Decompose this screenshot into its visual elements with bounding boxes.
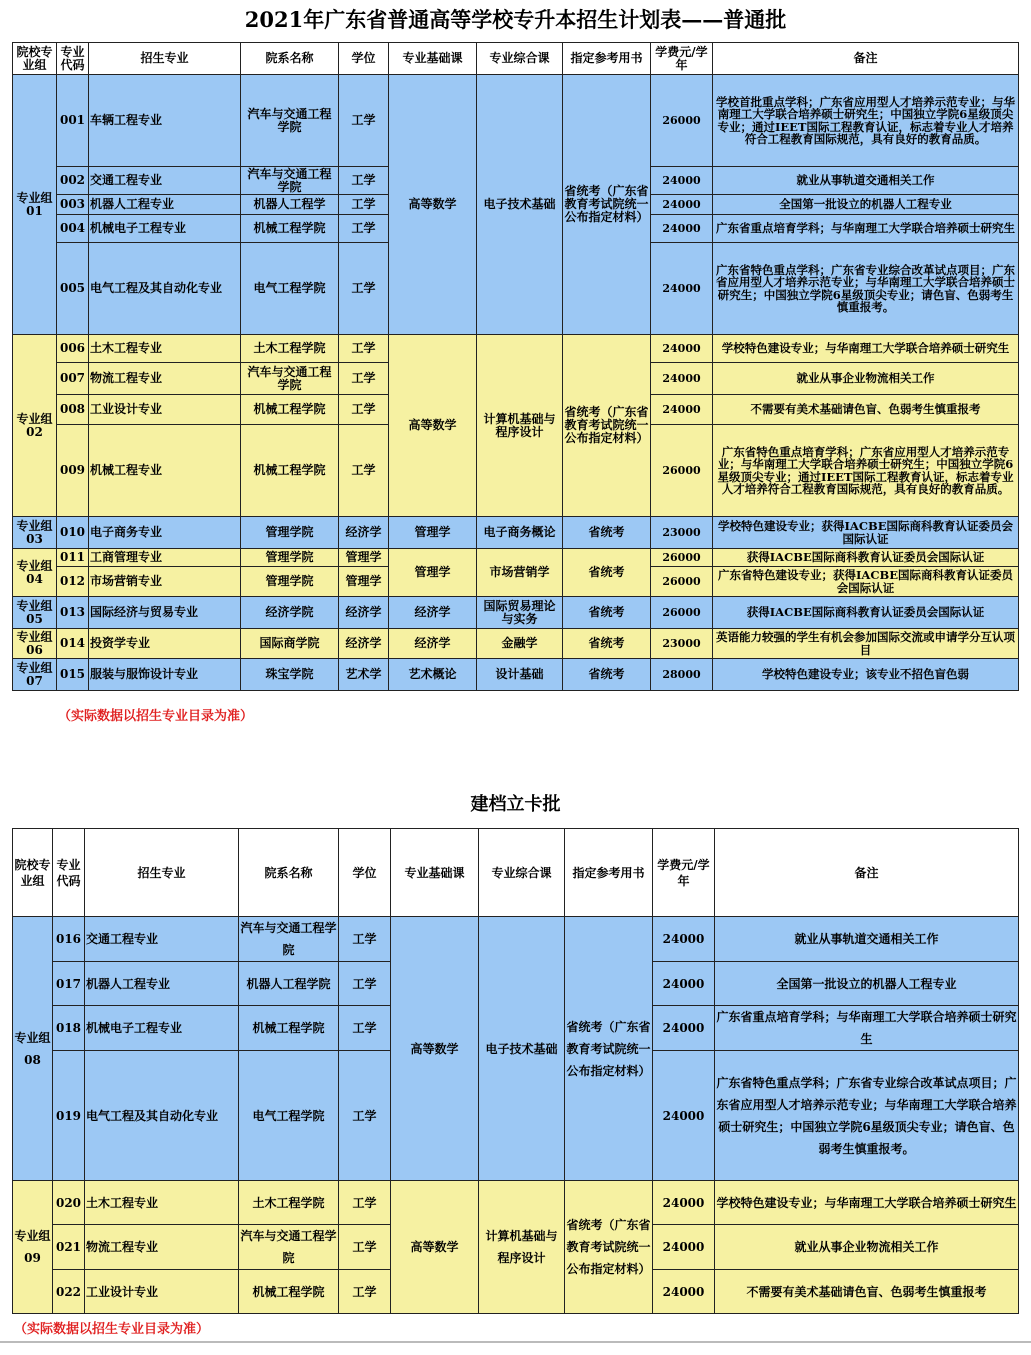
degree-cell: 工学 [339,75,389,167]
note-cell: 广东省重点培育学科；与华南理工大学联合培养硕士研究生 [715,1006,1019,1051]
compre-course-cell: 电子商务概论 [477,517,563,549]
code-cell: 015 [57,659,89,691]
college-cell: 经济学院 [241,597,339,629]
degree-cell: 工学 [339,195,389,215]
header-degree: 学位 [339,829,391,917]
code-cell: 010 [57,517,89,549]
page-title: 2021年广东省普通高等学校专升本招生计划表——普通批 [244,7,787,32]
degree-cell: 工学 [339,1051,391,1181]
major-cell: 电子商务专业 [89,517,241,549]
plan-table-poverty [12,828,1019,1314]
basic-course-cell: 高等数学 [391,1181,479,1314]
code-cell: 021 [53,1225,85,1270]
major-cell: 机器人工程专业 [85,962,239,1006]
table-row [13,1181,1019,1225]
fee-cell: 24000 [651,395,713,425]
basic-course-cell: 高等数学 [391,917,479,1181]
college-cell: 管理学院 [241,517,339,549]
header-college: 院系名称 [239,829,339,917]
college-cell: 机械工程学院 [239,1270,339,1314]
reference-book-cell: 省统考（广东省教育考试院统一公布指定材料） [563,75,651,335]
fee-cell: 24000 [651,167,713,195]
code-cell: 005 [57,243,89,335]
college-cell: 珠宝学院 [241,659,339,691]
major-cell: 车辆工程专业 [89,75,241,167]
fee-cell: 23000 [651,517,713,549]
basic-course-cell: 高等数学 [389,75,477,335]
table-row [13,335,1019,363]
major-cell: 电气工程及其自动化专业 [89,243,241,335]
compre-course-cell: 设计基础 [477,659,563,691]
degree-cell: 管理学 [339,549,389,567]
degree-cell: 经济学 [339,517,389,549]
header-book: 指定参考用书 [563,43,651,75]
header-fee: 学费元/学年 [651,43,713,75]
fee-cell: 26000 [651,549,713,567]
code-cell: 020 [53,1181,85,1225]
divider [0,1341,1031,1343]
compre-course-cell: 国际贸易理论与实务 [477,597,563,629]
reference-book-cell: 省统考 [563,659,651,691]
major-cell: 机械工程专业 [89,425,241,517]
major-cell: 土木工程专业 [85,1181,239,1225]
note-cell: 获得IACBE国际商科教育认证委员会国际认证 [713,549,1019,567]
degree-cell: 经济学 [339,597,389,629]
fee-cell: 23000 [651,629,713,659]
note-cell: 获得IACBE国际商科教育认证委员会国际认证 [713,597,1019,629]
footnote: （实际数据以招生专业目录为准） [58,709,254,724]
major-cell: 机械电子工程专业 [85,1006,239,1051]
section-title: 建档立卡批 [470,794,561,815]
table-row [13,917,1019,962]
major-cell: 土木工程专业 [89,335,241,363]
fee-cell: 24000 [653,1051,715,1181]
fee-cell: 24000 [651,335,713,363]
college-cell: 管理学院 [241,549,339,567]
fee-cell: 26000 [651,567,713,597]
fee-cell: 26000 [651,75,713,167]
note-cell: 不需要有美术基础请色盲、色弱考生慎重报考 [715,1270,1019,1314]
code-cell: 002 [57,167,89,195]
table-row [13,549,1019,567]
header-degree: 学位 [339,43,389,75]
college-cell: 汽车与交通工程学院 [241,167,339,195]
compre-course-cell: 市场营销学 [477,549,563,597]
code-cell: 003 [57,195,89,215]
reference-book-cell: 省统考 [563,549,651,597]
note-cell: 就业从事轨道交通相关工作 [713,167,1019,195]
plan-table-regular [12,42,1019,691]
college-cell: 机械工程学院 [239,1006,339,1051]
basic-course-cell: 艺术概论 [389,659,477,691]
college-cell: 汽车与交通工程学院 [239,1225,339,1270]
degree-cell: 经济学 [339,629,389,659]
degree-cell: 工学 [339,1181,391,1225]
major-cell: 服装与服饰设计专业 [89,659,241,691]
note-cell: 英语能力较强的学生有机会参加国际交流或申请学分互认项目 [713,629,1019,659]
major-cell: 工业设计专业 [89,395,241,425]
reference-book-cell: 省统考 [563,597,651,629]
group-cell: 专业组09 [13,1181,53,1314]
fee-cell: 24000 [653,917,715,962]
compre-course-cell: 金融学 [477,629,563,659]
note-cell: 广东省特色重点学科；广东省专业综合改革试点项目；广东省应用型人才培养示范专业；与华南理工大学联合培养硕士研究生；中国独立学院6星级顶尖专业；请色盲、色弱考生慎重报考。 [713,243,1019,335]
fee-cell: 24000 [651,363,713,395]
header-code: 专业代码 [57,43,89,75]
compre-course-cell: 电子技术基础 [479,917,565,1181]
reference-book-cell: 省统考（广东省教育考试院统一公布指定材料） [565,1181,653,1314]
major-cell: 电气工程及其自动化专业 [85,1051,239,1181]
note-cell: 就业从事企业物流相关工作 [715,1225,1019,1270]
degree-cell: 工学 [339,917,391,962]
degree-cell: 工学 [339,363,389,395]
fee-cell: 24000 [653,962,715,1006]
major-cell: 物流工程专业 [89,363,241,395]
code-cell: 004 [57,215,89,243]
code-cell: 017 [53,962,85,1006]
college-cell: 电气工程学院 [241,243,339,335]
college-cell: 机器人工程学 [241,195,339,215]
reference-book-cell: 省统考（广东省教育考试院统一公布指定材料） [565,917,653,1181]
code-cell: 014 [57,629,89,659]
fee-cell: 26000 [651,425,713,517]
college-cell: 机械工程学院 [241,425,339,517]
major-cell: 交通工程专业 [85,917,239,962]
major-cell: 机械电子工程专业 [89,215,241,243]
note-cell: 学校特色建设专业；与华南理工大学联合培养硕士研究生 [713,335,1019,363]
degree-cell: 工学 [339,335,389,363]
major-cell: 国际经济与贸易专业 [89,597,241,629]
fee-cell: 24000 [653,1181,715,1225]
group-cell: 专业组05 [13,597,57,629]
table-row [13,75,1019,167]
college-cell: 机械工程学院 [241,395,339,425]
header-fee: 学费元/学年 [653,829,715,917]
code-cell: 006 [57,335,89,363]
note-cell: 学校特色建设专业；该专业不招色盲色弱 [713,659,1019,691]
note-cell: 就业从事轨道交通相关工作 [715,917,1019,962]
code-cell: 007 [57,363,89,395]
note-cell: 学校首批重点学科；广东省应用型人才培养示范专业；与华南理工大学联合培养硕士研究生；中国独立学院6星级顶尖专业；通过IEET国际工程教育认证，标志着专业人才培养符合工程教育国际规范，具有良好的教育品质。 [713,75,1019,167]
fee-cell: 28000 [651,659,713,691]
basic-course-cell: 经济学 [389,629,477,659]
code-cell: 012 [57,567,89,597]
header-basic: 专业基础课 [391,829,479,917]
note-cell: 学校特色建设专业；获得IACBE国际商科教育认证委员会国际认证 [713,517,1019,549]
header-note: 备注 [713,43,1019,75]
group-cell: 专业组07 [13,659,57,691]
header-basic: 专业基础课 [389,43,477,75]
header-group: 院校专业组 [13,829,53,917]
degree-cell: 工学 [339,243,389,335]
degree-cell: 工学 [339,1270,391,1314]
basic-course-cell: 管理学 [389,517,477,549]
basic-course-cell: 高等数学 [389,335,477,517]
group-cell: 专业组03 [13,517,57,549]
table-row [13,597,1019,629]
fee-cell: 24000 [651,243,713,335]
degree-cell: 管理学 [339,567,389,597]
code-cell: 022 [53,1270,85,1314]
note-cell: 广东省重点培育学科；与华南理工大学联合培养硕士研究生 [713,215,1019,243]
college-cell: 国际商学院 [241,629,339,659]
college-cell: 汽车与交通工程学院 [241,363,339,395]
table-row [13,517,1019,549]
fee-cell: 26000 [651,597,713,629]
major-cell: 投资学专业 [89,629,241,659]
group-cell: 专业组08 [13,917,53,1181]
degree-cell: 工学 [339,1006,391,1051]
note-cell: 全国第一批设立的机器人工程专业 [715,962,1019,1006]
fee-cell: 24000 [653,1225,715,1270]
code-cell: 013 [57,597,89,629]
major-cell: 物流工程专业 [85,1225,239,1270]
major-cell: 市场营销专业 [89,567,241,597]
fee-cell: 24000 [653,1270,715,1314]
college-cell: 机器人工程学院 [239,962,339,1006]
compre-course-cell: 计算机基础与程序设计 [477,335,563,517]
note-cell: 广东省特色建设专业；获得IACBE国际商科教育认证委员会国际认证 [713,567,1019,597]
compre-course-cell: 计算机基础与程序设计 [479,1181,565,1314]
fee-cell: 24000 [651,215,713,243]
compre-course-cell: 电子技术基础 [477,75,563,335]
note-cell: 学校特色建设专业；与华南理工大学联合培养硕士研究生 [715,1181,1019,1225]
group-cell: 专业组01 [13,75,57,335]
note-cell: 不需要有美术基础请色盲、色弱考生慎重报考 [713,395,1019,425]
degree-cell: 工学 [339,215,389,243]
degree-cell: 工学 [339,395,389,425]
note-cell: 广东省特色重点学科；广东省专业综合改革试点项目；广东省应用型人才培养示范专业；与华南理工大学联合培养硕士研究生；中国独立学院6星级顶尖专业；请色盲、色弱考生慎重报考。 [715,1051,1019,1181]
college-cell: 土木工程学院 [241,335,339,363]
basic-course-cell: 管理学 [389,549,477,597]
college-cell: 土木工程学院 [239,1181,339,1225]
group-cell: 专业组06 [13,629,57,659]
header-compre: 专业综合课 [477,43,563,75]
degree-cell: 工学 [339,962,391,1006]
reference-book-cell: 省统考 [563,517,651,549]
note-cell: 就业从事企业物流相关工作 [713,363,1019,395]
degree-cell: 工学 [339,167,389,195]
code-cell: 011 [57,549,89,567]
header-college: 院系名称 [241,43,339,75]
note-cell: 广东省特色重点培育学科；广东省应用型人才培养示范专业；与华南理工大学联合培养硕士研究生；中国独立学院6星级顶尖专业；通过IEET国际工程教育认证，标志着专业人才培养符合工程教育国际规范，具有良好的教育品质。 [713,425,1019,517]
college-cell: 汽车与交通工程学院 [239,917,339,962]
fee-cell: 24000 [653,1006,715,1051]
major-cell: 工商管理专业 [89,549,241,567]
header-major: 招生专业 [85,829,239,917]
reference-book-cell: 省统考（广东省教育考试院统一公布指定材料） [563,335,651,517]
code-cell: 016 [53,917,85,962]
header-code: 专业代码 [53,829,85,917]
code-cell: 009 [57,425,89,517]
group-cell: 专业组04 [13,549,57,597]
header-book: 指定参考用书 [565,829,653,917]
college-cell: 电气工程学院 [239,1051,339,1181]
college-cell: 管理学院 [241,567,339,597]
basic-course-cell: 经济学 [389,597,477,629]
college-cell: 机械工程学院 [241,215,339,243]
footnote: （实际数据以招生专业目录为准） [14,1322,210,1337]
header-compre: 专业综合课 [479,829,565,917]
degree-cell: 工学 [339,1225,391,1270]
major-cell: 机器人工程专业 [89,195,241,215]
fee-cell: 24000 [651,195,713,215]
code-cell: 018 [53,1006,85,1051]
header-note: 备注 [715,829,1019,917]
table-row [13,629,1019,659]
header-major: 招生专业 [89,43,241,75]
reference-book-cell: 省统考 [563,629,651,659]
header-group: 院校专业组 [13,43,57,75]
code-cell: 019 [53,1051,85,1181]
degree-cell: 工学 [339,425,389,517]
group-cell: 专业组02 [13,335,57,517]
degree-cell: 艺术学 [339,659,389,691]
table-row [13,659,1019,691]
code-cell: 001 [57,75,89,167]
note-cell: 全国第一批设立的机器人工程专业 [713,195,1019,215]
major-cell: 交通工程专业 [89,167,241,195]
major-cell: 工业设计专业 [85,1270,239,1314]
college-cell: 汽车与交通工程学院 [241,75,339,167]
code-cell: 008 [57,395,89,425]
